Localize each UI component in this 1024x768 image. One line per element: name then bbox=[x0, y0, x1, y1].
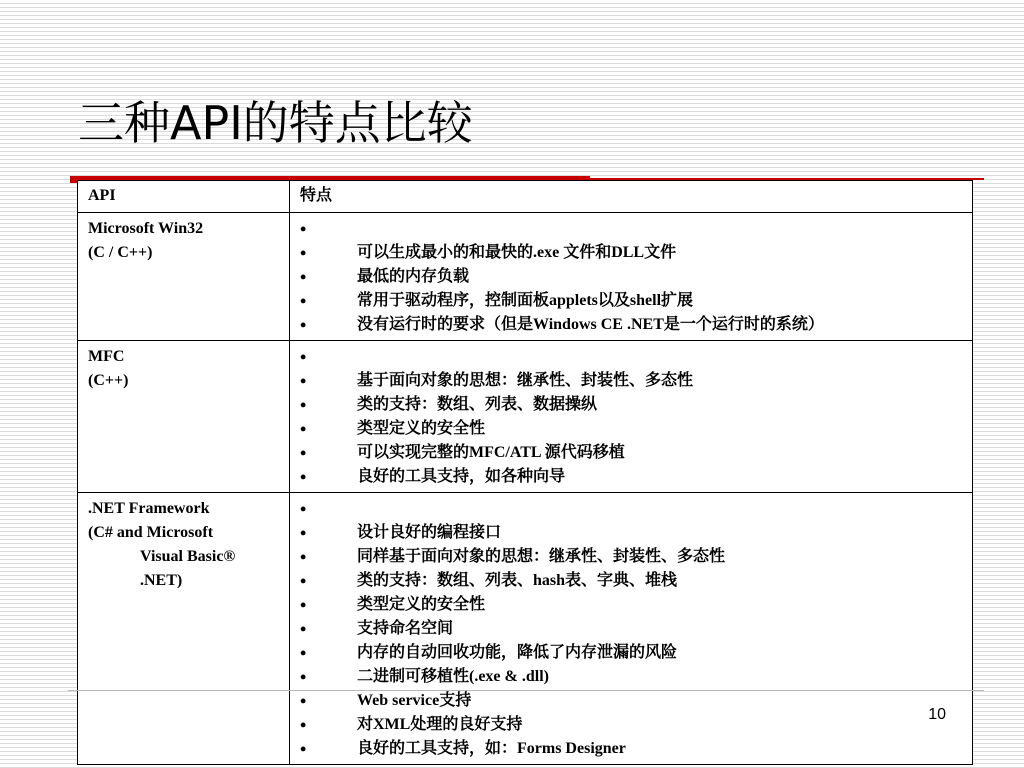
features-cell-dotnet bbox=[290, 493, 973, 765]
feature-item: • 支持命名空间 bbox=[300, 617, 962, 641]
header-features: 特点 bbox=[290, 181, 973, 213]
api-name: Microsoft Win32 bbox=[88, 220, 204, 237]
feature-list bbox=[300, 217, 962, 337]
list-spacer bbox=[300, 345, 962, 369]
table-row-dotnet bbox=[78, 493, 973, 765]
feature-item: • 同样基于面向对象的思想：继承性、封装性、多态性 bbox=[300, 545, 962, 569]
api-cell-mfc bbox=[78, 341, 290, 493]
api-comparison-table bbox=[77, 180, 973, 765]
feature-item: • 对XML处理的良好支持 bbox=[300, 713, 962, 737]
api-language: (C++) bbox=[88, 372, 129, 389]
feature-item: • 良好的工具支持，如：Forms Designer bbox=[300, 737, 962, 761]
footer-divider bbox=[68, 690, 984, 691]
feature-item: • 类的支持：数组、列表、hash表、字典、堆栈 bbox=[300, 569, 962, 593]
table-row-win32 bbox=[78, 213, 973, 341]
api-name: MFC bbox=[88, 348, 125, 365]
page-number: 10 bbox=[928, 706, 946, 723]
feature-item: • 良好的工具支持，如各种向导 bbox=[300, 465, 962, 489]
api-language: (C / C++) bbox=[88, 244, 153, 261]
feature-item: • 最低的内存负载 bbox=[300, 265, 962, 289]
feature-item: • 基于面向对象的思想：继承性、封装性、多态性 bbox=[300, 369, 962, 393]
feature-item: • 类型定义的安全性 bbox=[300, 593, 962, 617]
feature-item: • 没有运行时的要求（但是Windows CE .NET是一个运行时的系统） bbox=[300, 313, 962, 337]
feature-item: • 二进制可移植性(.exe & .dll) bbox=[300, 665, 962, 689]
api-language-cont: Visual Basic® bbox=[140, 548, 236, 565]
api-cell-dotnet bbox=[78, 493, 290, 765]
feature-list bbox=[300, 345, 962, 489]
feature-item: • 类型定义的安全性 bbox=[300, 417, 962, 441]
list-spacer bbox=[300, 217, 962, 241]
features-cell-win32 bbox=[290, 213, 973, 341]
feature-item: • Web service支持 bbox=[300, 689, 962, 713]
features-cell-mfc bbox=[290, 341, 973, 493]
feature-item: • 可以生成最小的和最快的.exe 文件和DLL文件 bbox=[300, 241, 962, 265]
table-row-mfc bbox=[78, 341, 973, 493]
slide-title: 三种API的特点比较 bbox=[78, 96, 473, 150]
feature-item: • 可以实现完整的MFC/ATL 源代码移植 bbox=[300, 441, 962, 465]
feature-item: • 类的支持：数组、列表、数据操纵 bbox=[300, 393, 962, 417]
feature-item: • 常用于驱动程序，控制面板applets以及shell扩展 bbox=[300, 289, 962, 313]
feature-item: • 内存的自动回收功能，降低了内存泄漏的风险 bbox=[300, 641, 962, 665]
table-header-row bbox=[78, 181, 973, 213]
api-language-cont: .NET) bbox=[140, 572, 183, 589]
feature-item: • 设计良好的编程接口 bbox=[300, 521, 962, 545]
api-name: .NET Framework bbox=[88, 500, 210, 517]
feature-list bbox=[300, 497, 962, 761]
api-language: (C# and Microsoft bbox=[88, 524, 214, 541]
list-spacer bbox=[300, 497, 962, 521]
api-cell-win32 bbox=[78, 213, 290, 341]
header-api: API bbox=[78, 181, 290, 213]
